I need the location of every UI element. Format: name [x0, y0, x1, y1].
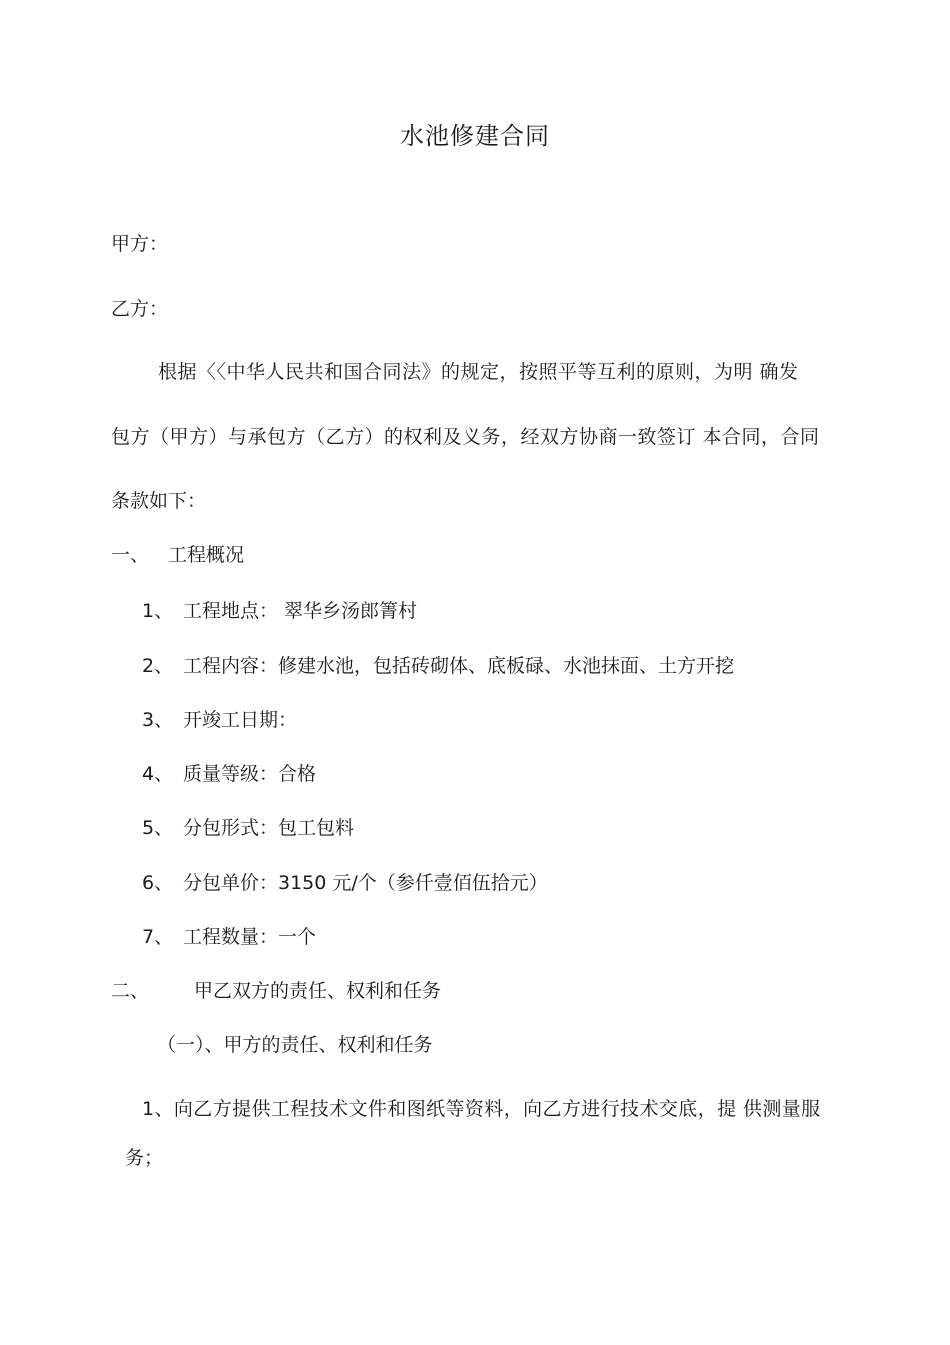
section-2-heading: 甲乙双方的责任、权利和任务 [194, 980, 442, 1002]
preamble-line-3: 条款如下： [111, 490, 207, 512]
preamble-line-1: 根据〈〈中华人民共和国合同法》的规定，按照平等互利的原则，为明 确发 [158, 361, 799, 383]
section-1-item-3-text: 开竣工日期： [183, 709, 298, 731]
section-1-item-4-text: 质量等级：合格 [183, 763, 317, 785]
section-2-number: 二、 [111, 980, 150, 1002]
section-1-item-7-num: 7、 [142, 926, 174, 948]
section-1-item-6-num: 6、 [142, 872, 174, 894]
section-1-item-6-text: 分包单价：3150 元/个（参仟壹佰伍拾元） [183, 872, 548, 894]
section-2-sub-1-item-1-line-2: 务； [125, 1147, 164, 1169]
section-1-item-2-num: 2、 [142, 655, 174, 677]
section-1-item-3-num: 3、 [142, 709, 174, 731]
section-1-item-7-text: 工程数量：一个 [183, 926, 317, 948]
preamble-line-2: 包方（甲方）与承包方（乙方）的权利及义务，经双方协商一致签订 本合同，合同 [111, 426, 820, 448]
section-2-sub-1-item-1-line-1: 1、向乙方提供工程技术文件和图纸等资料，向乙方进行技术交底，提 供测量服 [142, 1098, 821, 1120]
section-1-item-2-text: 工程内容：修建水池，包括砖砌体、底板碌、水池抹面、土方开挖 [183, 655, 735, 677]
section-2-sub-1-heading: （一）、甲方的责任、权利和任务 [157, 1034, 433, 1056]
section-1-item-1-text: 工程地点： 翠华乡汤郎箐村 [183, 600, 418, 622]
section-1-item-1-num: 1、 [142, 600, 174, 622]
document-title: 水池修建合同 [400, 122, 550, 150]
section-1-item-5-text: 分包形式：包工包料 [183, 817, 355, 839]
section-1-heading: 工程概况 [168, 544, 245, 566]
party-a-label: 甲方： [111, 233, 169, 255]
party-b-label: 乙方： [111, 298, 169, 320]
section-1-item-5-num: 5、 [142, 817, 174, 839]
section-1-number: 一、 [111, 544, 150, 566]
section-1-item-4-num: 4、 [142, 763, 174, 785]
